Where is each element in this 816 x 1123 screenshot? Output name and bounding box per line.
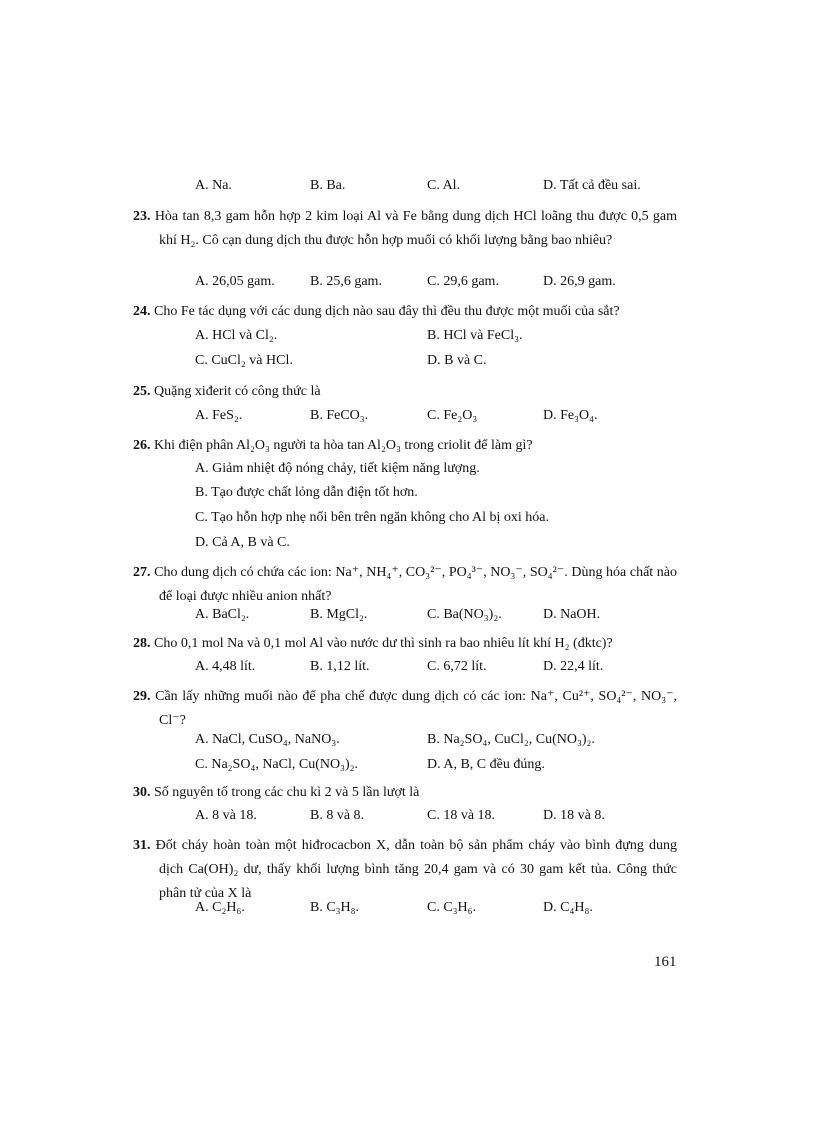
q22-option-b: B. Ba. xyxy=(310,178,346,193)
q22-option-c: C. Al. xyxy=(427,178,461,193)
q23-text: Hòa tan 8,3 gam hỗn hợp 2 kim loại Al và Fe bằng dung dịch HCl loãng thu được 0,5 gam khí H₂. Cô cạn dung dịch thu được hỗn hợp muối có khối lượng bằng bao nhiêu? xyxy=(154,209,678,248)
question-30 xyxy=(133,781,677,805)
q29-option-b: B. Na₂SO₄, CuCl₂, Cu(NO₃)₂. xyxy=(427,732,595,747)
q24-option-b: B. HCl và FeCl₃. xyxy=(427,328,523,343)
q28-number: 28. xyxy=(133,636,151,651)
q27-option-a: A. BaCl₂. xyxy=(195,607,250,622)
q31-option-a: A. C₂H₆. xyxy=(195,900,245,915)
q29-number: 29. xyxy=(133,689,151,704)
q24-option-d: D. B và C. xyxy=(427,353,487,368)
q29-option-d: D. A, B, C đều đúng. xyxy=(427,757,545,772)
q26-stem xyxy=(133,434,677,458)
q28-stem xyxy=(133,632,677,656)
question-27 xyxy=(133,561,677,609)
q22-option-a: A. Na. xyxy=(195,178,232,193)
q24-options-row2 xyxy=(195,353,695,373)
q30-option-a: A. 8 và 18. xyxy=(195,808,257,823)
q27-options xyxy=(195,607,695,627)
q25-option-a: A. FeS₂. xyxy=(195,408,243,423)
question-31 xyxy=(133,834,677,906)
q23-option-c: C. 29,6 gam. xyxy=(427,274,499,289)
q31-text: Đốt cháy hoàn toàn một hiđrocacbon X, dẫn toàn bộ sản phẩm cháy vào bình đựng dung dịch Ca(OH)₂ dư, thấy khối lượng bình tăng 20,4 gam và có 30 gam kết tủa. Công thức phân tử của X là xyxy=(155,838,678,901)
q26-option-b: B. Tạo được chất lỏng dẫn điện tốt hơn. xyxy=(195,485,418,500)
q25-option-b: B. FeCO₃. xyxy=(310,408,369,423)
q24-number: 24. xyxy=(133,304,151,319)
question-29 xyxy=(133,685,677,733)
question-26 xyxy=(133,434,677,458)
q23-option-b: B. 25,6 gam. xyxy=(310,274,382,289)
q23-options xyxy=(195,274,695,294)
q27-option-c: C. Ba(NO₃)₂. xyxy=(427,607,502,622)
q30-text: Số nguyên tố trong các chu kì 2 và 5 lần lượt là xyxy=(154,785,420,800)
q30-number: 30. xyxy=(133,785,151,800)
q28-option-d: D. 22,4 lít. xyxy=(543,659,604,674)
q23-stem xyxy=(133,205,677,253)
q24-stem xyxy=(133,300,677,324)
q30-option-b: B. 8 và 8. xyxy=(310,808,365,823)
q28-option-a: A. 4,48 lít. xyxy=(195,659,256,674)
q25-text: Quặng xiđerit có công thức là xyxy=(154,384,321,399)
q26-text: Khi điện phân Al₂O₃ người ta hòa tan Al₂O₃ trong criolit để làm gì? xyxy=(154,438,533,453)
q26-option-c: C. Tạo hỗn hợp nhẹ nổi bên trên ngăn không cho Al bị oxi hóa. xyxy=(195,510,549,525)
q31-stem xyxy=(133,834,677,906)
q25-option-c: C. Fe₂O₃ xyxy=(427,408,478,423)
q29-options-row1 xyxy=(195,732,695,752)
q25-option-d: D. Fe₃O₄. xyxy=(543,408,598,423)
q28-text: Cho 0,1 mol Na và 0,1 mol Al vào nước dư thì sinh ra bao nhiêu lít khí H₂ (đktc)? xyxy=(154,636,613,651)
q24-text: Cho Fe tác dụng với các dung dịch nào sau đây thì đều thu được một muối của sắt? xyxy=(154,304,620,319)
q25-number: 25. xyxy=(133,384,151,399)
page-number: 161 xyxy=(654,954,677,970)
q30-stem xyxy=(133,781,677,805)
q23-number: 23. xyxy=(133,209,151,224)
q31-option-c: C. C₃H₆. xyxy=(427,900,477,915)
q29-options-row2 xyxy=(195,757,695,777)
q30-option-c: C. 18 và 18. xyxy=(427,808,496,823)
q31-option-d: D. C₄H₈. xyxy=(543,900,593,915)
q24-option-a: A. HCl và Cl₂. xyxy=(195,328,278,343)
q28-option-c: C. 6,72 lít. xyxy=(427,659,487,674)
q25-stem xyxy=(133,380,677,404)
q22-option-d: D. Tất cả đều sai. xyxy=(543,178,641,193)
q23-option-a: A. 26,05 gam. xyxy=(195,274,275,289)
q27-option-b: B. MgCl₂. xyxy=(310,607,368,622)
question-25 xyxy=(133,380,677,404)
q29-option-a: A. NaCl, CuSO₄, NaNO₃. xyxy=(195,732,340,747)
q26-option-a: A. Giảm nhiệt độ nóng chảy, tiết kiệm năng lượng. xyxy=(195,461,480,476)
q26-option-d: D. Cả A, B và C. xyxy=(195,535,290,550)
q22-options xyxy=(195,178,695,198)
q29-text: Cần lấy những muối nào để pha chế được dung dịch có các ion: Na⁺, Cu²⁺, SO₄²⁻, NO₃⁻, Cl⁻? xyxy=(155,689,677,728)
question-23 xyxy=(133,205,677,253)
q27-stem xyxy=(133,561,677,609)
q27-option-d: D. NaOH. xyxy=(543,607,601,622)
q26-number: 26. xyxy=(133,438,151,453)
question-28 xyxy=(133,632,677,656)
q31-options xyxy=(195,900,695,920)
q30-options xyxy=(195,808,695,828)
q24-options-row1 xyxy=(195,328,695,348)
q29-option-c: C. Na₂SO₄, NaCl, Cu(NO₃)₂. xyxy=(195,757,359,772)
q31-option-b: B. C₃H₈. xyxy=(310,900,360,915)
q30-option-d: D. 18 và 8. xyxy=(543,808,605,823)
q25-options xyxy=(195,408,695,428)
q24-option-c: C. CuCl₂ và HCl. xyxy=(195,353,293,368)
q28-options xyxy=(195,659,695,679)
q27-text: Cho dung dịch có chứa các ion: Na⁺, NH₄⁺, CO₃²⁻, PO₄³⁻, NO₃⁻, SO₄²⁻. Dùng hóa chất nào để loại được nhiều anion nhất? xyxy=(154,565,678,604)
q29-stem xyxy=(133,685,677,733)
q28-option-b: B. 1,12 lít. xyxy=(310,659,370,674)
q31-number: 31. xyxy=(133,838,151,853)
q27-number: 27. xyxy=(133,565,151,580)
question-24 xyxy=(133,300,677,324)
q23-option-d: D. 26,9 gam. xyxy=(543,274,616,289)
